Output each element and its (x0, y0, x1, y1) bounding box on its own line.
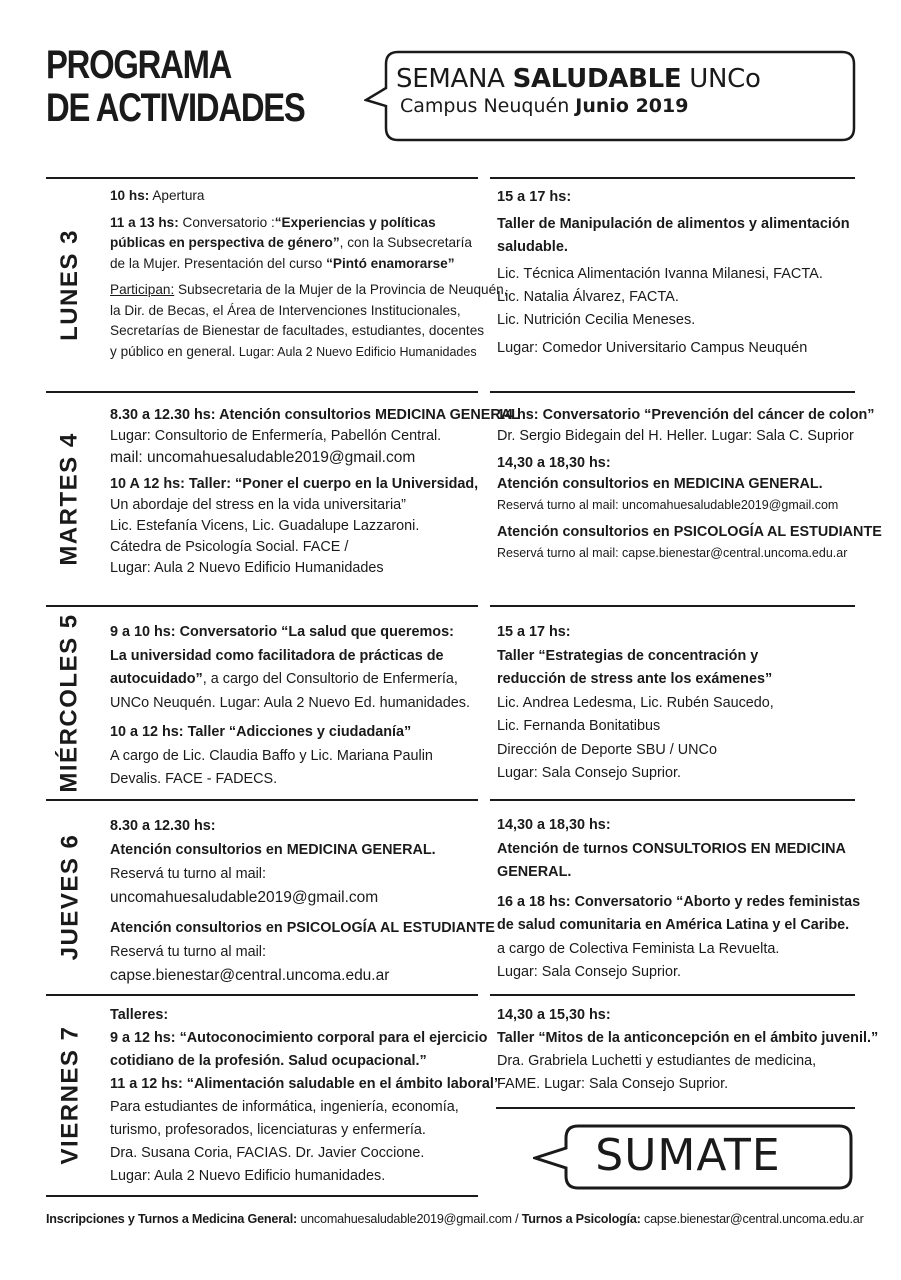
day-label-lunes: LUNES 3 (56, 229, 84, 341)
day-label-jueves: JUEVES 6 (56, 833, 84, 961)
banner-semana: SEMANA (396, 64, 513, 94)
jueves-morning: 8.30 a 12.30 hs: Atención consultorios en MEDICINA GENERAL. Reservá tu turno al mail: uncomahuesaludable2019@gmail.com Atención consultorios en PSICOLOGÍA AL ESTUDIANTE Reservá tu turno al mail: capse.bienestar@central.uncoma.edu.ar (110, 818, 495, 984)
divider (490, 391, 855, 393)
divider (490, 994, 855, 996)
divider (46, 391, 478, 393)
viernes-morning: Talleres: 9 a 12 hs: “Autoconocimiento corporal para el ejercicio cotidiano de la profesión. Salud ocupacional.” 11 a 12 hs: “Alimentación saludable en el ámbito laboral” Para estudiantes de informática, ingeniería, economía, turismo, profesorados, licenciaturas y enfermería. Dra. Susana Coria, FACIAS. Dr. Javier Coccione. Lugar: Aula 2 Nuevo Edificio humanidades. (110, 1007, 502, 1184)
event-banner (396, 64, 846, 118)
divider (496, 1107, 855, 1109)
divider (46, 799, 478, 801)
divider (46, 1195, 478, 1197)
footer-psicologia-email: capse.bienestar@central.uncoma.edu.ar (640, 1212, 864, 1226)
divider (46, 605, 478, 607)
banner-campus: Campus Neuquén (400, 95, 576, 117)
title-line-2: DE ACTIVIDADES (46, 86, 305, 130)
miercoles-morning: 9 a 10 hs: Conversatorio “La salud que queremos: La universidad como facilitadora de prácticas de autocuidado”, a cargo del Consultorio de Enfermería, UNCo Neuquén. Lugar: Aula 2 Nuevo Ed. humanidades. 10 a 12 hs: Taller “Adicciones y ciudadanía” A cargo de Lic. Claudia Baffo y Lic. Mariana Paulin Devalis. FACE - FADECS. (110, 624, 470, 787)
viernes-afternoon: 14,30 a 15,30 hs: Taller “Mitos de la anticoncepción en el ámbito juvenil.” Dra. Grabriela Luchetti y estudiantes de medicina, FAME. Lugar: Sala Consejo Suprior. (497, 1007, 879, 1092)
martes-afternoon: 14 hs: Conversatorio “Prevención del cáncer de colon” Dr. Sergio Bidegain del H. Heller. Lugar: Sala C. Suprior 14,30 a 18,30 hs: Atención consultorios en MEDICINA GENERAL. Reservá turno al mail: uncomahuesaludable2019@gmail.com Atención consultorios en PSICOLOGÍA AL ESTUDIANTE Reservá turno al mail: capse.bienestar@central.uncoma.edu.ar (497, 407, 882, 560)
day-label-viernes: VIERNES 7 (56, 1025, 84, 1165)
footer-psicologia-label: Turnos a Psicología: (521, 1212, 641, 1226)
footer-contact (46, 1212, 864, 1226)
martes-morning: 8.30 a 12.30 hs: Atención consultorios MEDICINA GENERAL Lugar: Consultorio de Enfermería, Pabellón Central. mail: uncomahuesaludable2019@gmail.com 10 A 12 hs: Taller: “Poner el cuerpo en la Universidad, Un abordaje del stress en la vida universitaria” Lic. Estefanía Vicens, Lic. Guadalupe Lazzaroni. Cátedra de Psicología Social. FACE / Lugar: Aula 2 Nuevo Edificio Humanidades (110, 407, 520, 576)
page-title (46, 43, 305, 130)
jueves-afternoon: 14,30 a 18,30 hs: Atención de turnos CONSULTORIOS EN MEDICINA GENERAL. 16 a 18 hs: Conversatorio “Aborto y redes feministas de salud comunitaria en América Latina y el Caribe. a cargo de Colectiva Feminista La Revuelta. Lugar: Sala Consejo Suprior. (497, 817, 861, 980)
divider (490, 799, 855, 801)
banner-unco: UNCo (681, 64, 761, 94)
lunes-afternoon: 15 a 17 hs: Taller de Manipulación de alimentos y alimentación saludable. Lic. Técnica Alimentación Ivanna Milanesi, FACTA. Lic. Natalia Álvarez, FACTA. Lic. Nutrición Cecilia Meneses. Lugar: Comedor Universitario Campus Neuquén (497, 189, 850, 356)
divider (490, 605, 855, 607)
miercoles-afternoon: 15 a 17 hs: Taller “Estrategias de concentración y reducción de stress ante los exámenes” Lic. Andrea Ledesma, Lic. Rubén Saucedo, Lic. Fernanda Bonitatibus Dirección de Deporte SBU / UNCo Lugar: Sala Consejo Suprior. (497, 624, 774, 781)
title-line-1: PROGRAMA (46, 43, 232, 87)
lunes-morning: 10 hs: Apertura 11 a 13 hs: Conversatorio :“Experiencias y políticas públicas en perspectiva de género”, con la Subsecretaría de la Mujer. Presentación del curso “Pintó enamorarse” Participan: Subsecretaria de la Mujer de la Provincia de Neuquén, la Dir. de Becas, el Área de Intervenciones Institucionales, Secretarías de Bienestar de facultades, estudiantes, docentes y público en general. Lugar: Aula 2 Nuevo Edificio Humanidades (110, 188, 508, 359)
day-label-miercoles: MIÉRCOLES 5 (56, 613, 84, 793)
day-label-martes: MARTES 4 (56, 432, 84, 566)
divider (490, 177, 855, 179)
divider (46, 994, 478, 996)
divider (46, 177, 478, 179)
footer-inscripciones-label: Inscripciones y Turnos a Medicina General: (46, 1212, 298, 1226)
footer-inscripciones-email: uncomahuesaludable2019@gmail.com / (297, 1212, 522, 1226)
sumate-text: SUMATE (595, 1130, 781, 1181)
banner-date: Junio 2019 (575, 95, 689, 117)
banner-saludable: SALUDABLE (512, 64, 682, 94)
